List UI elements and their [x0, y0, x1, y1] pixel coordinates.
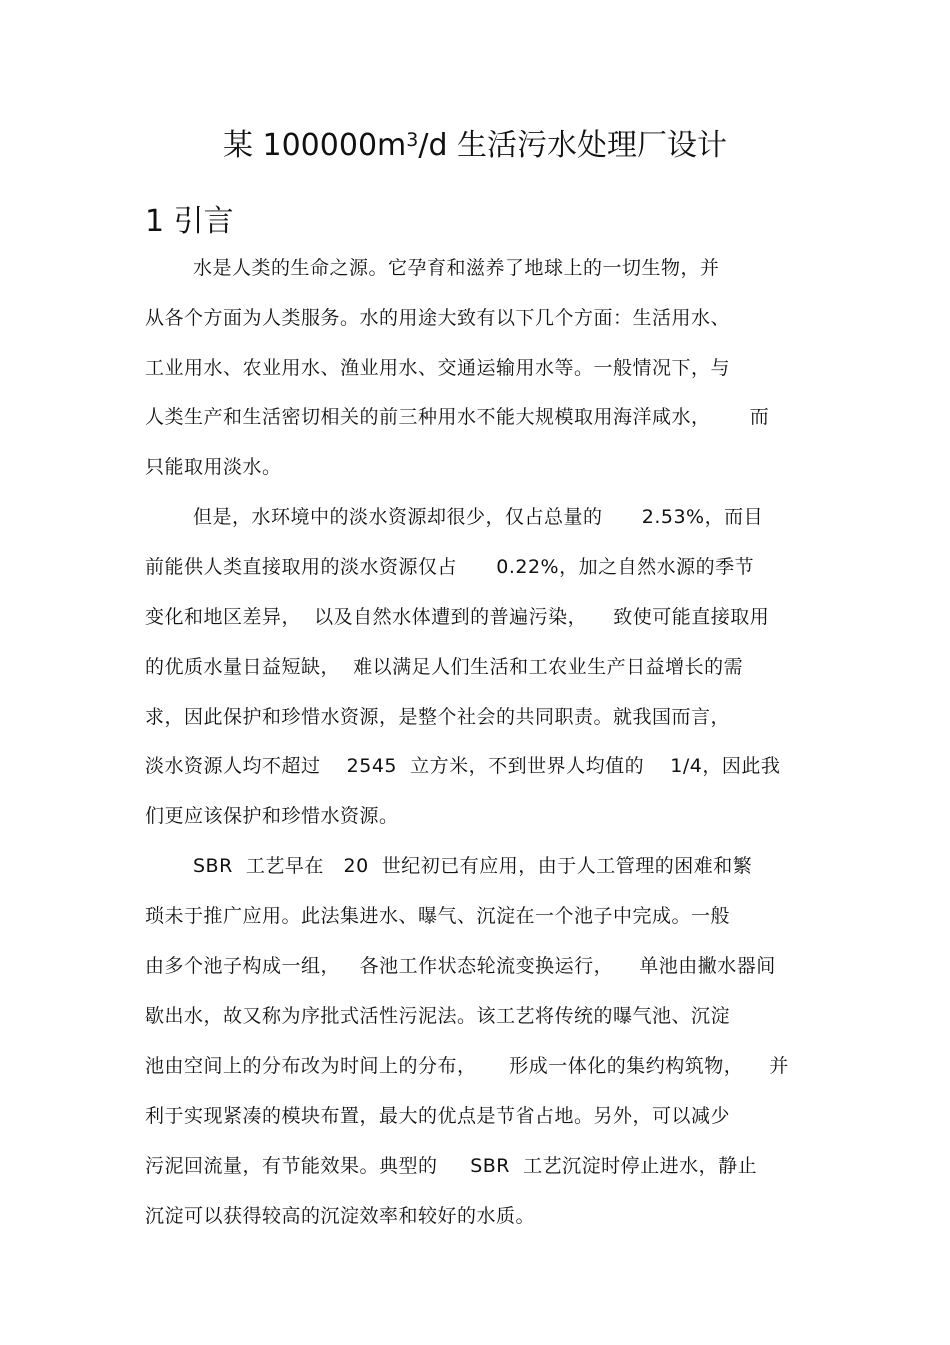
paragraph-3-line-5: 池由空间上的分布改为时间上的分布， 形成一体化的集约构筑物， 并 [145, 1055, 789, 1077]
paragraph-3-line-6: 利于实现紧凑的模块布置，最大的优点是节省占地。另外，可以减少 [145, 1105, 731, 1127]
title-superscript: 3 [406, 129, 419, 151]
paragraph-1-line-4: 人类生产和生活密切相关的前三种用水不能大规模取用海洋咸水， 而 [145, 406, 770, 428]
paragraph-3-line-8: 沉淀可以获得较高的沉淀效率和较好的水质。 [145, 1205, 536, 1227]
paragraph-3-line-4: 歇出水，故又称为序批式活性污泥法。该工艺将传统的曝气池、沉淀 [145, 1005, 731, 1027]
document-title [0, 122, 950, 170]
paragraph-3-line-2: 琐未于推广应用。此法集进水、曝气、沉淀在一个池子中完成。一般 [145, 905, 731, 927]
paragraph-1-line-5: 只能取用淡水。 [145, 456, 282, 478]
paragraph-1-line-3: 工业用水、农业用水、渔业用水、交通运输用水等。一般情况下，与 [145, 357, 731, 379]
paragraph-2-line-2: 前能供人类直接取用的淡水资源仅占 0.22%，加之自然水源的季节 [145, 556, 755, 578]
paragraph-2-line-5: 求，因此保护和珍惜水资源，是整个社会的共同职责。就我国而言， [145, 706, 731, 728]
paragraph-2-line-7: 们更应该保护和珍惜水资源。 [145, 805, 399, 827]
paragraph-3-line-1: SBR 工艺早在 20 世纪初已有应用，由于人工管理的困难和繁 [193, 855, 753, 877]
title-suffix: /d 生活污水处理厂设计 [418, 128, 728, 163]
paragraph-2-line-1: 但是，水环境中的淡水资源却很少，仅占总量的 2.53%，而目 [193, 506, 764, 528]
section-heading: 1 引言 [145, 204, 234, 239]
paragraph-3-line-3: 由多个池子构成一组， 各池工作状态轮流变换运行， 单池由撇水器间 [145, 955, 776, 977]
paragraph-2-line-3: 变化和地区差异， 以及自然水体遭到的普遍污染， 致使可能直接取用 [145, 606, 770, 628]
paragraph-2-line-6: 淡水资源人均不超过 2545 立方米，不到世界人均值的 1/4，因此我 [145, 755, 781, 777]
paragraph-1-line-2: 从各个方面为人类服务。水的用途大致有以下几个方面：生活用水、 [145, 307, 731, 329]
paragraph-3-line-7: 污泥回流量，有节能效果。典型的 SBR 工艺沉淀时停止进水，静止 [145, 1155, 758, 1177]
paragraph-2-line-4: 的优质水量日益短缺， 难以满足人们生活和工农业生产日益增长的需 [145, 656, 744, 678]
paragraph-1-line-1: 水是人类的生命之源。它孕育和滋养了地球上的一切生物，并 [193, 257, 720, 279]
title-prefix: 某 100000m [222, 128, 407, 163]
